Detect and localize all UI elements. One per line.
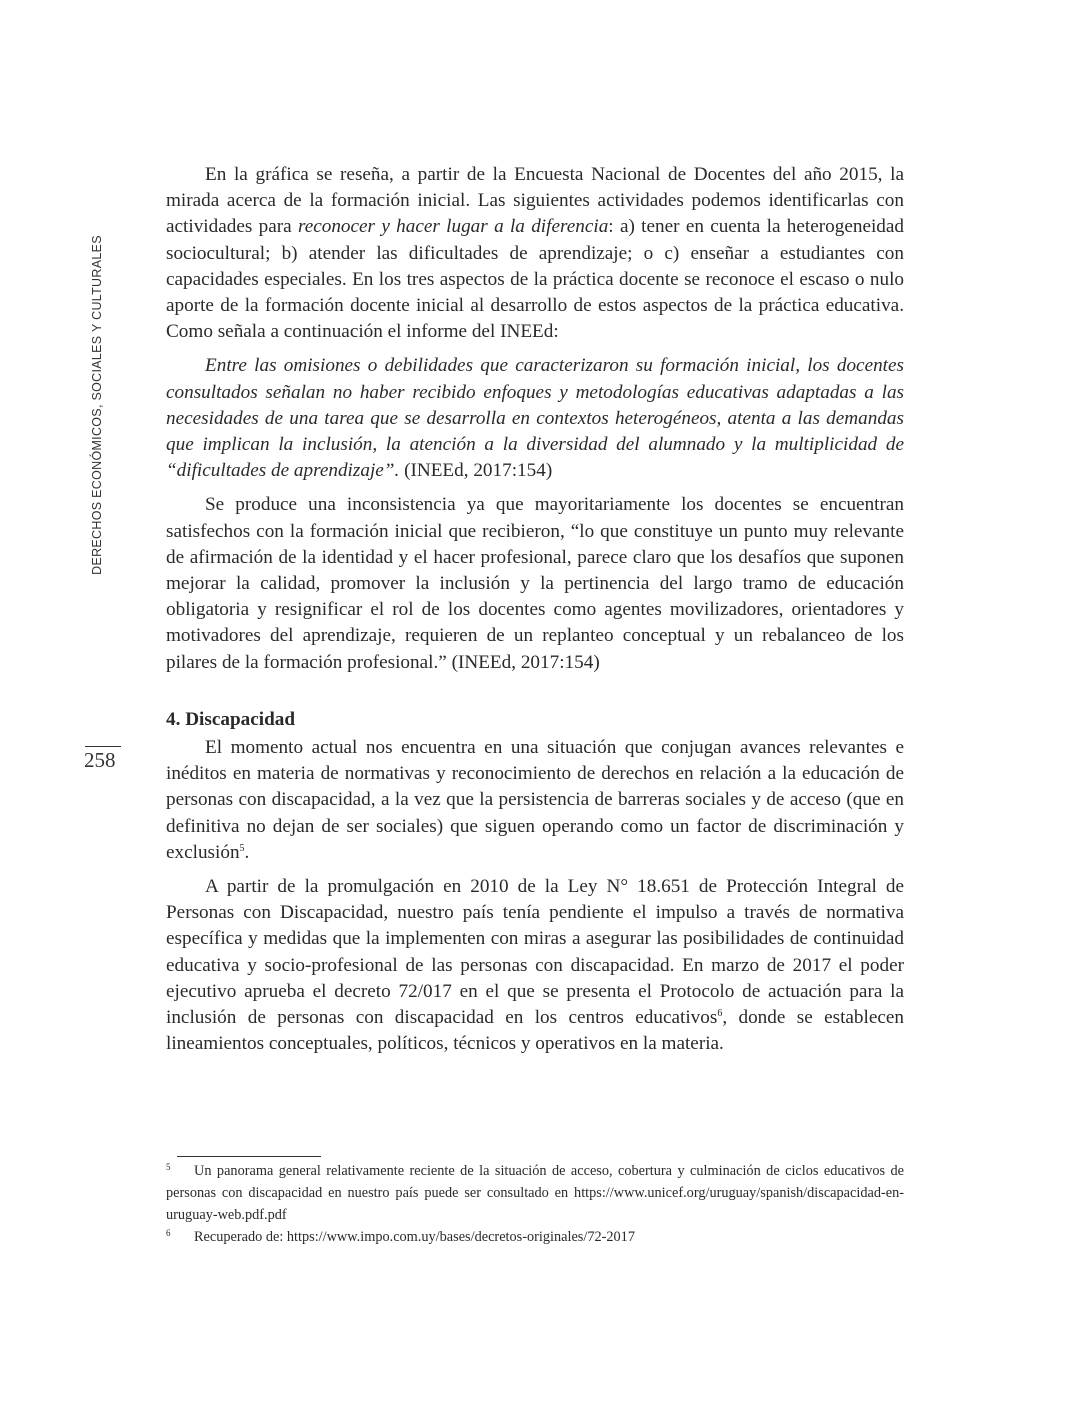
paragraph-1-emphasis: reconocer y hacer lugar a la diferencia — [297, 216, 609, 238]
paragraph-2: Se produce una inconsistencia ya que mayoritariamente los docentes se encuentran satisfechos con la formación inicial que recibieron, “lo que constituye un punto muy relevante de afirmación de la identidad y el hacer profesional, parece claro que los desafíos que suponen mejorar la calidad, promover la inclusión y la pertinencia del largo tramo de educación obligatoria y resignificar el rol de los docentes como agentes movilizadores, orientadores y motivadores del aprendizaje, requieren de un replanteo conceptual y un rebalanceo de los pilares de la formación profesional.” (INEEd, 2017:154) — [166, 494, 904, 673]
section-heading: 4. Discapacidad — [166, 708, 296, 730]
paragraph-3 — [166, 735, 904, 866]
footnote-6-text: Recuperado de: https://www.impo.com.uy/bases/decretos-originales/72-2017 — [194, 1229, 635, 1245]
paragraph-4-text-a: A partir de la promulgación en 2010 de la Ley N° 18.651 de Protección Integral de Personas con Discapacidad, nuestro país tenía pendiente el impulso a través de normativa específica y medidas que la implementen con miras a asegurar las posibilidades de continuidad educativa y socio-profesional de las personas con discapacidad. En marzo de 2017 el poder ejecutivo aprueba el decreto 72/017 en el que se presenta el Protocolo de actuación para la inclusión de personas con discapacidad en los centros educativos — [166, 876, 904, 1029]
footnote-5-mark: 5 — [166, 1162, 171, 1172]
page-number: 258 — [84, 748, 116, 772]
paragraph-1 — [166, 162, 904, 345]
footnotes — [166, 1160, 904, 1248]
block-quote-text: Entre las omisiones o debilidades que caracterizaron su formación inicial, los docentes consultados señalan no haber recibido enfoques y metodologías educativas adaptadas a las necesidades de una tarea que se desarrolla en contextos heterogéneos, atenta a las demandas que implican la inclusión, la atención a la diversidad del alumnado y la multiplicidad de “dificultades de aprendizaje”. — [166, 355, 904, 482]
footnote-5 — [166, 1160, 904, 1226]
footnote-5-text: Un panorama general relativamente reciente de la situación de acceso, cobertura y culminación de ciclos educativos de personas con discapacidad en nuestro país puede ser consultado en https://www.unicef.org/uruguay/spanish/discapacidad-en-uruguay-web.pdf.pdf — [166, 1163, 904, 1223]
paragraph-3-end: . — [244, 841, 250, 863]
footnote-ref-5[interactable]: 5 — [239, 842, 245, 854]
block-quote-citation: (INEEd, 2017:154) — [399, 460, 553, 482]
paragraph-1-text-b: : a) tener en cuenta la heterogeneidad sociocultural; b) atender las dificultades de aprendizaje; o c) enseñar a estudiantes con capacidades especiales. En los tres aspectos de la práctica docente se reconoce el escaso o nulo aporte de la formación docente inicial al desarrollo de estos aspectos de la práctica educativa. Como señala a continuación el informe del INEEd: — [166, 216, 904, 343]
running-header-vertical: DERECHOS ECONÓMICOS, SOCIALES Y CULTURALES — [90, 235, 104, 575]
paragraph-3-text: El momento actual nos encuentra en una situación que conjugan avances relevantes e inéditos en materia de normativas y reconocimiento de derechos en relación a la educación de personas con discapacidad, a la vez que la persistencia de barreras sociales y de acceso (que en definitiva no dejan de ser sociales) que siguen operando como un factor de discriminación y exclusión — [166, 737, 904, 863]
paragraph-4 — [166, 874, 904, 1057]
footnote-rule — [177, 1156, 321, 1157]
footnote-6 — [166, 1226, 904, 1248]
footnote-ref-6[interactable]: 6 — [717, 1008, 723, 1020]
main-text — [166, 162, 904, 1058]
footnote-6-mark: 6 — [166, 1228, 171, 1238]
block-quote — [166, 353, 904, 484]
paragraph-1-text-a: En la gráfica se reseña, a partir de la Encuesta Nacional de Docentes del año 2015, la mirada acerca de la formación inicial. Las siguientes actividades podemos identificarlas con actividades para — [166, 164, 904, 238]
paragraph-4-text-b: , donde se establecen lineamientos conceptuales, políticos, técnicos y operativos en la materia. — [166, 1007, 904, 1055]
page-number-rule — [85, 746, 121, 747]
